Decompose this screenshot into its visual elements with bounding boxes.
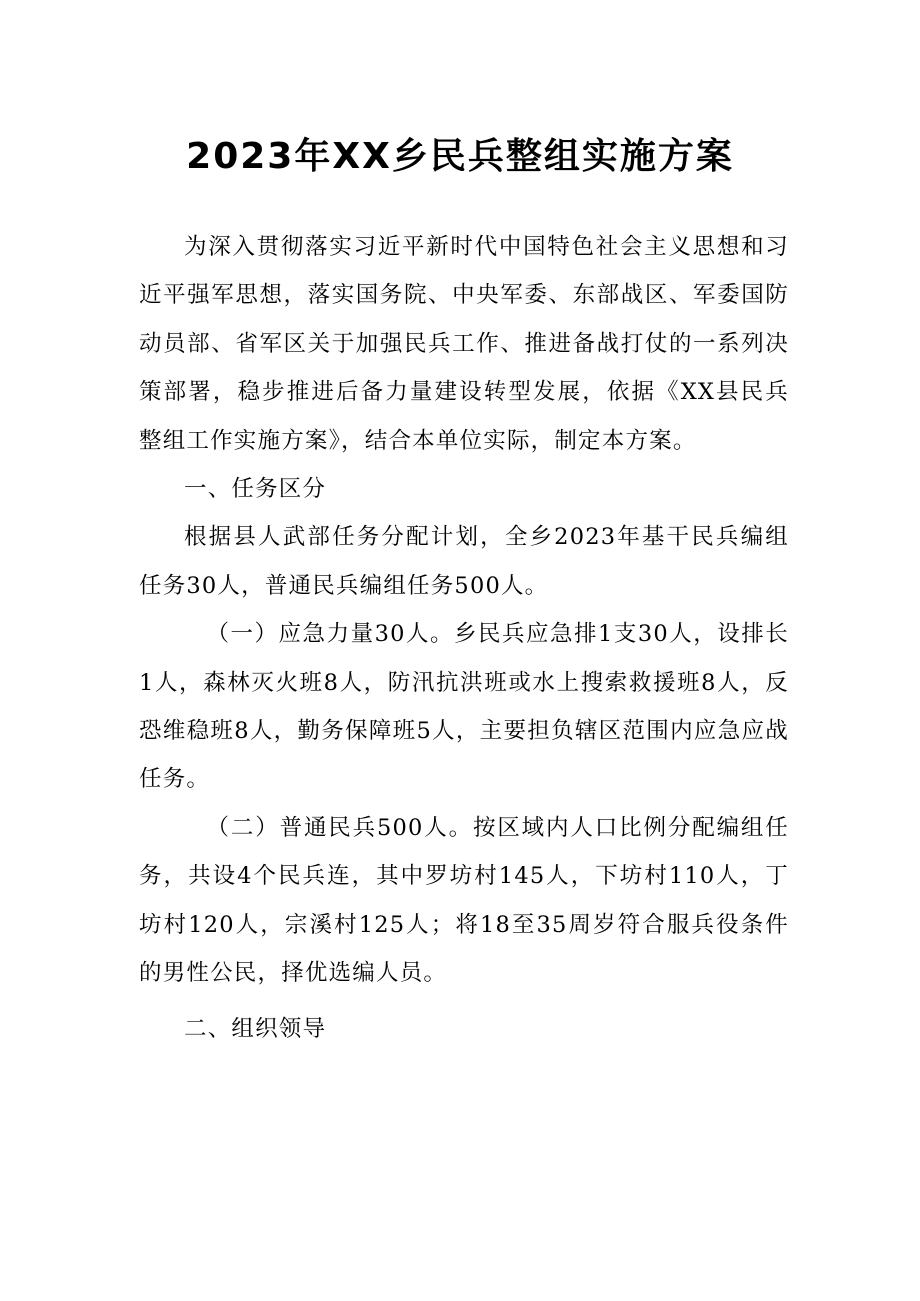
section-heading-organization-leadership: 二、组织领导	[184, 1015, 327, 1042]
document-title: 2023年XX乡民兵整组实施方案	[186, 136, 734, 177]
document-body	[139, 223, 789, 1053]
ordinary-militia-paragraph: （二）普通民兵500人。按区域内人口比例分配编组任务，共设4个民兵连，其中罗坊村145人，下坊村110人，丁坊村120人，宗溪村125人；将18至35周岁符合服兵役条件的男性公民，择优选编人员。	[139, 814, 789, 987]
emergency-force-paragraph: （一）应急力量30人。乡民兵应急排1支30人，设排长1人，森林灭火班8人，防汛抗洪班或水上搜索救援班8人，反恐维稳班8人，勤务保障班5人，主要担负辖区范围内应急应战任务。	[139, 621, 789, 793]
task-allocation-paragraph: 根据县人武部任务分配计划，全乡2023年基干民兵编组任务30人，普通民兵编组任务500人。	[139, 524, 789, 599]
section-heading-task-division: 一、任务区分	[184, 476, 327, 503]
intro-paragraph: 为深入贯彻落实习近平新时代中国特色社会主义思想和习近平强军思想，落实国务院、中央军委、东部战区、军委国防动员部、省军区关于加强民兵工作、推进备战打仗的一系列决策部署，稳步推进后备力量建设转型发展，依据《XX县民兵整组工作实施方案》，结合本单位实际，制定本方案。	[139, 234, 789, 454]
